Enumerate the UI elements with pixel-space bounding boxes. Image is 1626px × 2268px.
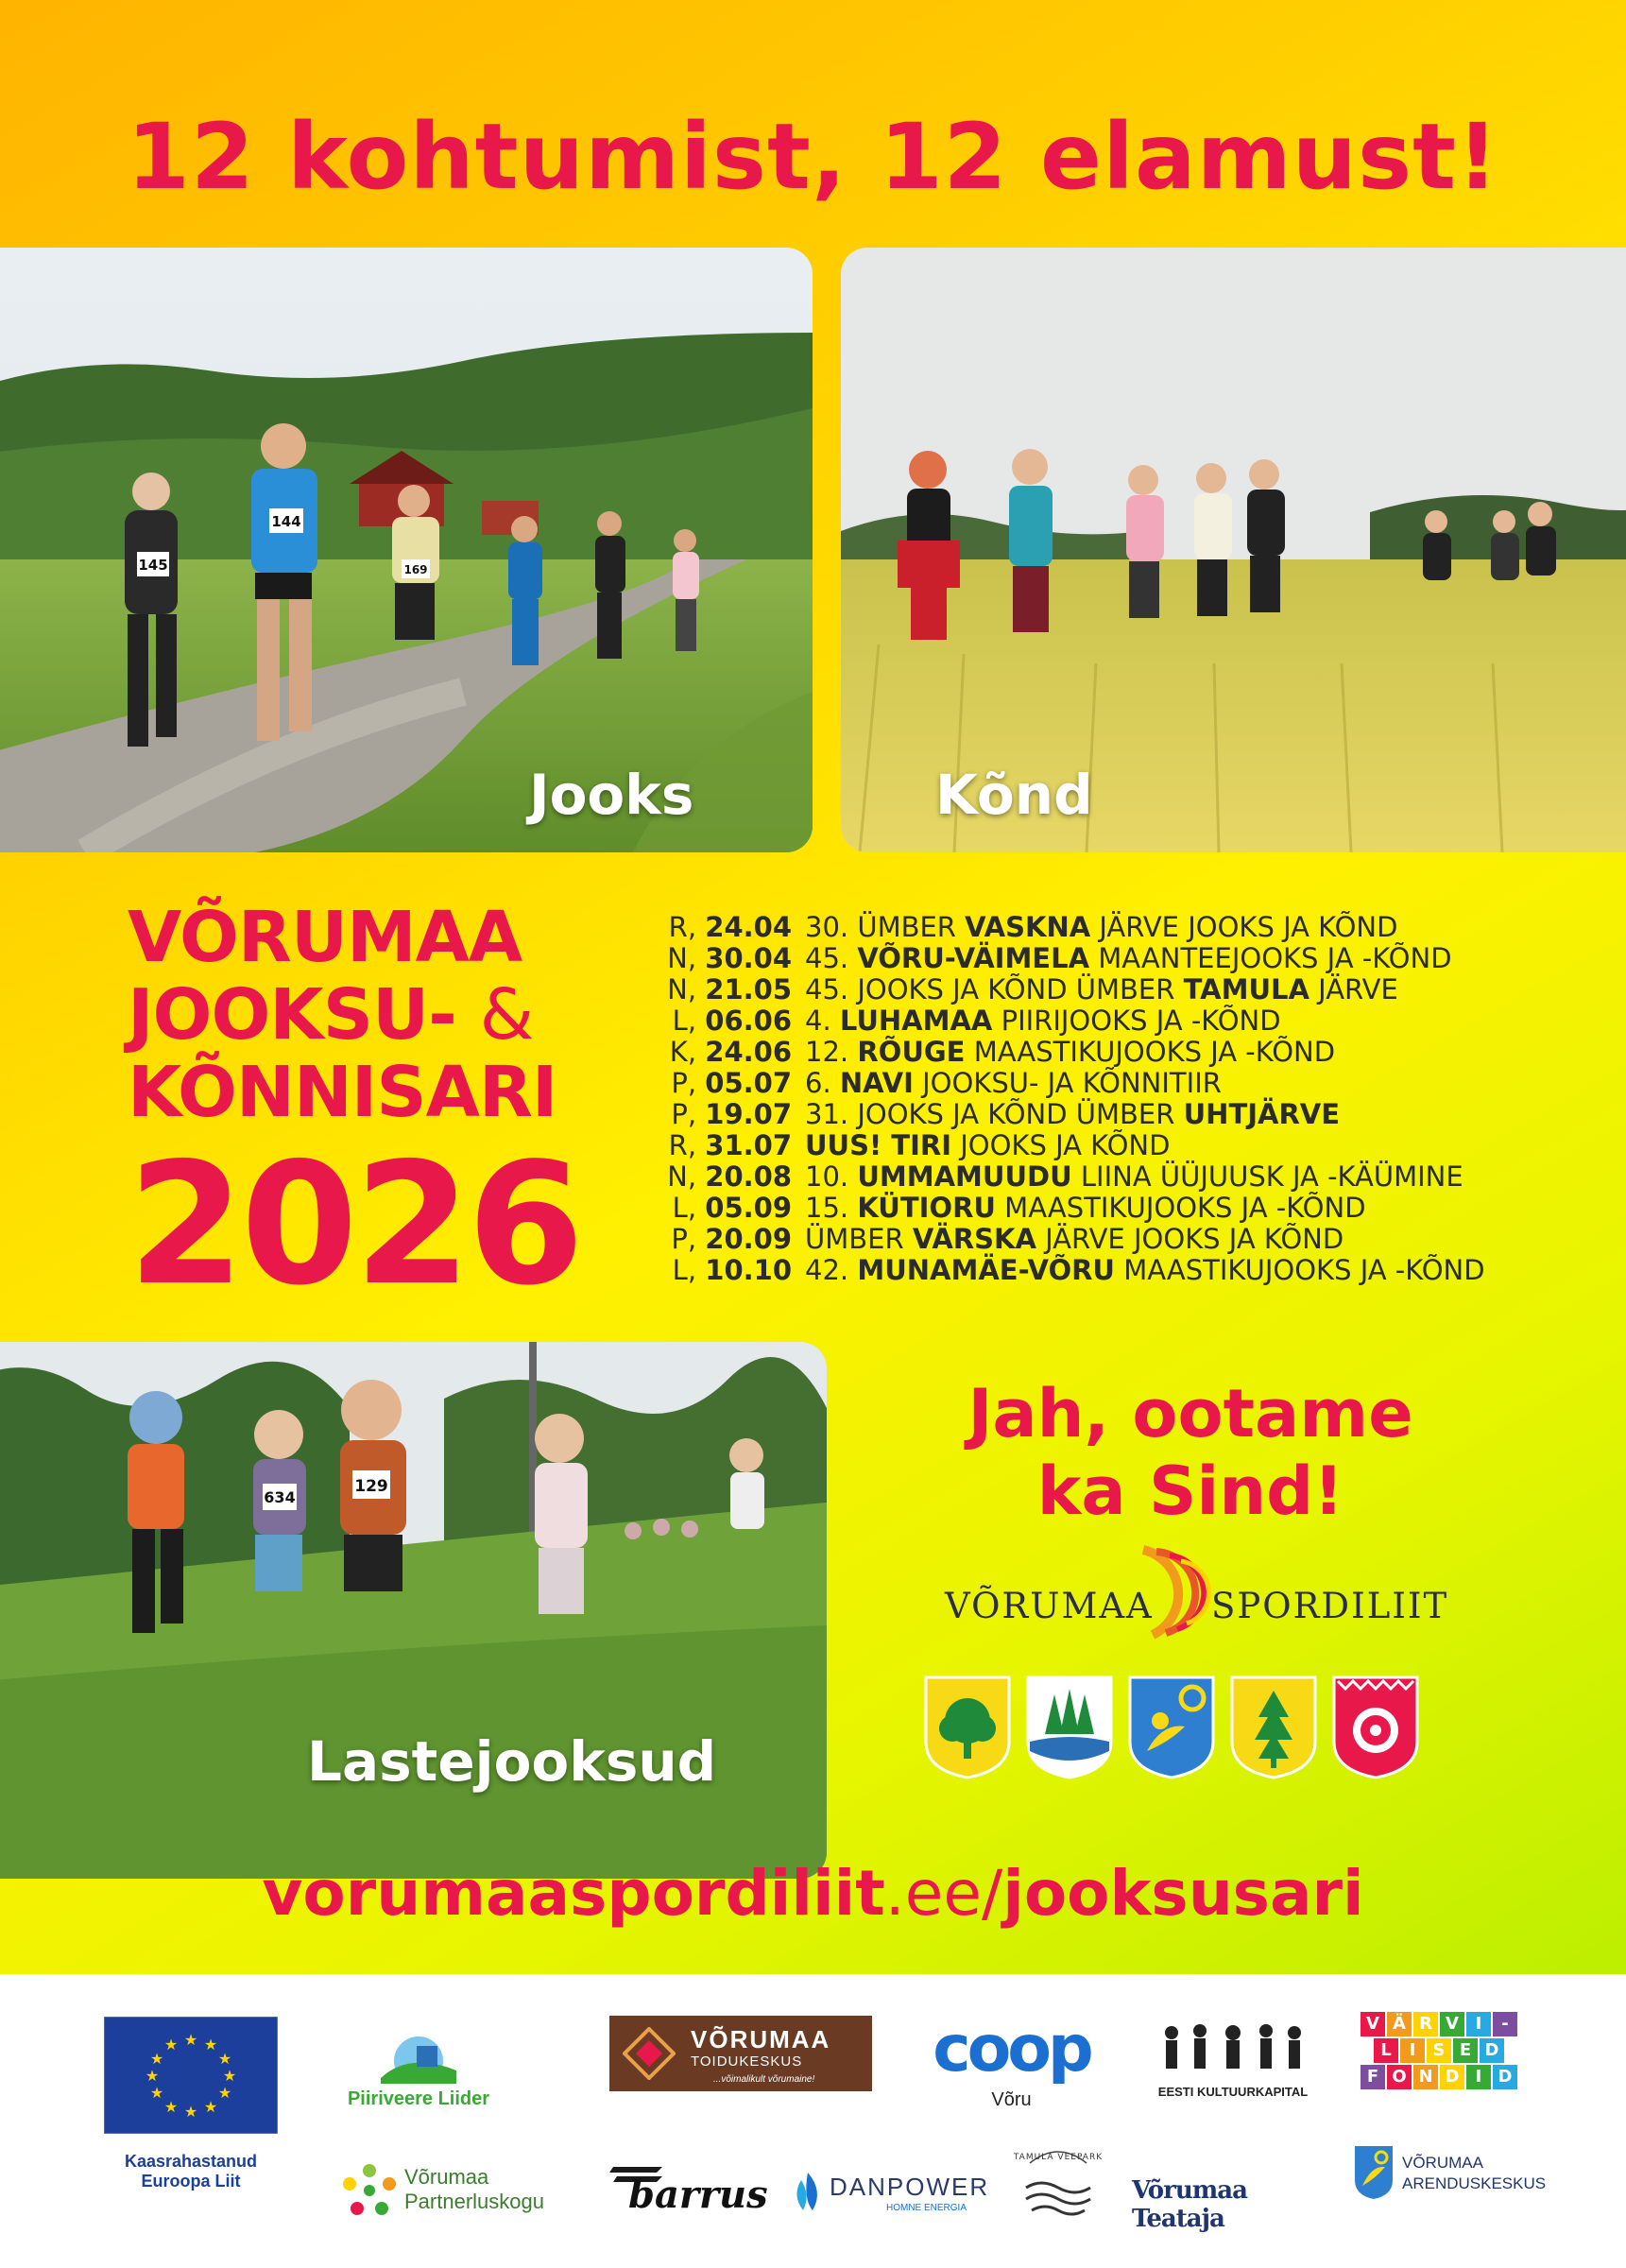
website-url[interactable]: [0, 1857, 1626, 1930]
svg-text:★: ★: [203, 2098, 218, 2116]
url-part3: jooksusari: [1002, 1857, 1364, 1930]
varvilised-letter: D: [1480, 2038, 1504, 2063]
call-to-action: [907, 1375, 1474, 1530]
coop-sub: Võru: [991, 2089, 1032, 2110]
headline: 12 kohtumist, 12 elamust!: [127, 104, 1499, 210]
svg-text:★: ★: [149, 2050, 164, 2068]
varvilised-line: [1359, 2038, 1519, 2063]
event-title: [805, 1223, 1344, 1255]
event-title: [805, 1067, 1222, 1099]
eu-logo: [104, 2017, 278, 2191]
piiriveere-label: Piiriveere Liider: [347, 2088, 490, 2109]
svg-text:★: ★: [183, 2031, 198, 2049]
teataja-logo: [1132, 2176, 1321, 2233]
varvilised-letter: -: [1493, 2012, 1517, 2036]
eu-line2: Euroopa Liit: [141, 2172, 241, 2191]
fir-tree-crest-icon: [1230, 1675, 1317, 1779]
event-weekday: N,: [667, 972, 697, 1005]
event-date-value: 21.05: [705, 972, 792, 1005]
varvilised-letter: D: [1440, 2065, 1464, 2089]
event-title-place: MUNAMÄE-VÕRU: [857, 1253, 1115, 1286]
event-title-pre: 45.: [805, 941, 858, 974]
event-weekday: P,: [671, 1066, 697, 1099]
arenduskeskus-crest-icon: [1353, 2144, 1395, 2201]
event-title-place: VÕRU-VÄIMELA: [857, 941, 1090, 974]
schedule-row: [661, 1129, 1485, 1160]
photo-walk-image: [841, 248, 1626, 852]
event-title: [805, 1036, 1335, 1068]
event-date: [661, 1223, 805, 1255]
event-title-place: VÄRSKA: [912, 1222, 1036, 1255]
event-title-post: PIIRIJOOKS JA -KÕND: [992, 1004, 1281, 1037]
series-title-line1: VÕRUMAA: [128, 897, 522, 978]
bib-text: 145: [138, 557, 168, 574]
event-title-pre: ÜMBER: [805, 1222, 913, 1255]
schedule-row: [661, 1067, 1485, 1098]
oak-leaf-crest-icon: [1128, 1675, 1215, 1779]
danpower-sub: HOMNE ENERGIA: [886, 2203, 967, 2213]
coop-logo: [910, 2014, 1113, 2111]
coop-wordmark: coop: [933, 2012, 1090, 2087]
event-title-post: JOOKS JA KÕND: [951, 1128, 1171, 1161]
event-title-pre: 30. ÜMBER: [805, 910, 966, 943]
kultuurkapital-figures-icon: [1153, 2021, 1313, 2078]
event-title: [805, 973, 1398, 1005]
event-title-place: UHTJÄRVE: [1183, 1097, 1341, 1130]
svg-text:★: ★: [203, 2036, 218, 2053]
event-date: [661, 1098, 805, 1130]
spordiliit-logo-right: SPORDILIIT: [1211, 1586, 1449, 1626]
varvilised-line: [1359, 2065, 1519, 2089]
event-title-place: KÜTIORU: [857, 1191, 996, 1224]
svg-text:★: ★: [222, 2067, 237, 2085]
toidukeskus-line1: VÕRUMAA: [691, 2025, 831, 2053]
event-weekday: R,: [668, 1128, 697, 1161]
event-title-place: RÕUGE: [857, 1035, 966, 1068]
schedule-row: [661, 1036, 1485, 1067]
event-title-place: UUS! TIRI: [805, 1128, 951, 1161]
svg-text:★: ★: [145, 2067, 160, 2085]
event-title: [805, 1005, 1281, 1037]
svg-text:★: ★: [149, 2084, 164, 2102]
event-title-post: MAASTIKUJOOKS JA -KÕND: [995, 1191, 1366, 1224]
toidukeskus-line2: TOIDUKESKUS: [691, 2053, 803, 2070]
event-date-value: 10.10: [705, 1253, 792, 1286]
event-date-value: 20.09: [705, 1222, 792, 1255]
event-title: [805, 1129, 1170, 1161]
eu-line1: Kaasrahastanud: [124, 2152, 258, 2171]
svg-text:★: ★: [217, 2084, 232, 2102]
varvilised-letter: I: [1466, 2065, 1491, 2089]
event-title: [805, 1160, 1463, 1193]
schedule-row: [661, 942, 1485, 973]
varvilised-letter: L: [1374, 2038, 1398, 2063]
event-title-pre: 42.: [805, 1253, 858, 1286]
event-title-place: NAVI: [839, 1066, 914, 1099]
event-date: [661, 1005, 805, 1037]
series-year: 2026: [128, 1126, 581, 1322]
series-title-amp: &: [479, 974, 534, 1056]
eu-flag-icon: [104, 2017, 278, 2134]
varvilised-letter: R: [1413, 2012, 1438, 2036]
event-weekday: K,: [669, 1035, 697, 1068]
event-weekday: N,: [667, 1160, 697, 1193]
event-date: [661, 1036, 805, 1068]
sponsor-footer: [0, 1974, 1626, 2268]
varvilised-grid: [1359, 2012, 1519, 2089]
event-title-post: JOOKSU- JA KÕNNITIIR: [913, 1066, 1222, 1099]
forest-water-crest-icon: [1026, 1675, 1113, 1779]
tamula-waves-icon: [1009, 2131, 1107, 2237]
url-part2: .ee/: [884, 1857, 1003, 1930]
svg-text:★: ★: [183, 2103, 198, 2121]
event-date: [661, 911, 805, 943]
photo-kids-label: Lastejooksud: [307, 1729, 717, 1794]
cta-line2: ka Sind!: [1036, 1452, 1344, 1530]
photo-walk-label: Kõnd: [935, 763, 1093, 827]
varvilised-letter: N: [1413, 2065, 1438, 2089]
schedule-row: [661, 911, 1485, 942]
bib-text: 144: [271, 513, 301, 530]
series-title: [128, 897, 600, 1322]
event-title-pre: 45. JOOKS JA KÕND ÜMBER: [805, 972, 1184, 1005]
varvilised-letter: E: [1453, 2038, 1478, 2063]
varvilised-letter: O: [1387, 2065, 1412, 2089]
schedule-row: [661, 1192, 1485, 1223]
event-title-pre: 31. JOOKS JA KÕND ÜMBER: [805, 1097, 1184, 1130]
barrus-logo: [609, 2163, 770, 2220]
url-part1: vorumaaspordiliit: [262, 1857, 885, 1930]
event-date-value: 30.04: [705, 941, 792, 974]
event-date-value: 24.06: [705, 1035, 792, 1068]
barrus-wordmark: barrus: [628, 2173, 768, 2217]
danpower-flame-icon: [792, 2171, 824, 2212]
event-title-place: UMMAMUUDU: [857, 1160, 1072, 1193]
event-weekday: R,: [668, 910, 697, 943]
arenduskeskus-line2: ARENDUSKESKUS: [1402, 2174, 1547, 2192]
arenduskeskus-logo: [1353, 2144, 1547, 2210]
varvilised-letter: I: [1400, 2038, 1425, 2063]
event-title-post: JÄRVE JOOKS JA KÕND: [1090, 910, 1398, 943]
event-title-post: JÄRVE JOOKS JA KÕND: [1036, 1222, 1344, 1255]
photo-kids: [0, 1342, 827, 1879]
schedule-row: [661, 973, 1485, 1005]
schedule-row: [661, 1223, 1485, 1254]
photo-walk: [841, 248, 1626, 852]
event-title: [805, 1098, 1340, 1130]
event-date: [661, 1192, 805, 1224]
event-title-pre: 10.: [805, 1160, 858, 1193]
event-title-pre: 6.: [805, 1066, 840, 1099]
series-title-line3: KÕNNISARI: [128, 1052, 557, 1133]
event-title: [805, 942, 1452, 974]
bib-text: 129: [354, 1477, 388, 1496]
event-title-pre: 15.: [805, 1191, 858, 1224]
varvilised-letter: F: [1361, 2065, 1385, 2089]
schedule-row: [661, 1254, 1485, 1285]
partnerluskogu-logo: [342, 2159, 569, 2225]
spordiliit-swoosh-icon: [1115, 1540, 1219, 1644]
event-title-post: MAANTEEJOOKS JA -KÕND: [1089, 941, 1452, 974]
schedule-row: [661, 1005, 1485, 1036]
event-date: [661, 1129, 805, 1161]
oak-tree-crest-icon: [924, 1675, 1011, 1779]
event-date-value: 19.07: [705, 1097, 792, 1130]
event-date: [661, 973, 805, 1005]
event-date-value: 05.07: [705, 1066, 792, 1099]
event-title: [805, 1192, 1366, 1224]
arenduskeskus-line1: VÕRUMAA: [1402, 2154, 1483, 2172]
event-title-place: VASKNA: [965, 910, 1091, 943]
bib-text: 169: [403, 563, 428, 576]
kultuurkapital-label: EESTI KULTUURKAPITAL: [1157, 2085, 1309, 2099]
event-date-value: 20.08: [705, 1160, 792, 1193]
event-title: [805, 911, 1397, 943]
partnerluskogu-dots-icon: [342, 2163, 397, 2218]
event-weekday: L,: [672, 1004, 697, 1037]
partnerluskogu-line2: Partnerluskogu: [404, 2190, 544, 2213]
piiriveere-landscape-icon: [371, 2023, 466, 2084]
toidukeskus-tagline: ...võimalikult võrumaine!: [713, 2074, 815, 2085]
event-title-pre: 4.: [805, 1004, 840, 1037]
event-schedule: [661, 911, 1485, 1285]
event-weekday: L,: [672, 1191, 697, 1224]
tamula-logo: [1009, 2131, 1107, 2237]
varvilised-letter: Ä: [1387, 2012, 1412, 2036]
varvilised-letter: V: [1361, 2012, 1385, 2036]
danpower-logo: [792, 2167, 990, 2224]
tamula-label: TAMULA VEEPARK: [1013, 2153, 1104, 2162]
event-date: [661, 1067, 805, 1099]
danpower-wordmark: DANPOWER: [830, 2173, 990, 2201]
schedule-row: [661, 1160, 1485, 1192]
varvilised-letter: V: [1440, 2012, 1464, 2036]
bib-text: 634: [264, 1488, 296, 1506]
event-title-pre: 12.: [805, 1035, 858, 1068]
event-date: [661, 942, 805, 974]
event-date-value: 31.07: [705, 1128, 792, 1161]
event-title: [805, 1254, 1485, 1286]
svg-text:★: ★: [163, 2036, 179, 2053]
cta-line1: Jah, ootame: [967, 1375, 1413, 1452]
varvilised-letter: I: [1466, 2012, 1491, 2036]
varvilised-letter: D: [1493, 2065, 1517, 2089]
varvilised-fondid-logo: [1359, 2012, 1519, 2091]
svg-text:★: ★: [163, 2098, 179, 2116]
event-title-post: MAASTIKUJOOKS JA -KÕND: [965, 1035, 1336, 1068]
toidukeskus-pattern-icon: [623, 2027, 676, 2080]
photo-kids-image: [0, 1342, 827, 1879]
svg-text:★: ★: [217, 2050, 232, 2068]
photo-run-label: Jooks: [529, 763, 694, 827]
schedule-row: [661, 1098, 1485, 1129]
event-title-place: LUHAMAA: [839, 1004, 993, 1037]
event-title-post: LIINA ÜÜJUUSK JA -KÄÜMINE: [1071, 1160, 1463, 1193]
series-title-line2: [128, 974, 600, 1057]
event-date-value: 24.04: [705, 910, 792, 943]
toidukeskus-logo: [609, 2016, 872, 2091]
photo-run: [0, 248, 813, 852]
municipality-crests: [924, 1675, 1419, 1779]
event-title-place: TAMULA: [1183, 972, 1309, 1005]
event-date: [661, 1160, 805, 1193]
varvilised-letter: S: [1427, 2038, 1451, 2063]
event-title-post: JÄRVE: [1309, 972, 1398, 1005]
spordiliit-logo: [945, 1540, 1449, 1654]
event-weekday: P,: [671, 1097, 697, 1130]
photo-run-image: [0, 248, 813, 852]
spordiliit-logo-left: VÕRUMAA: [945, 1586, 1154, 1626]
event-weekday: L,: [672, 1253, 697, 1286]
event-title-post: MAASTIKUJOOKS JA -KÕND: [1114, 1253, 1485, 1286]
event-weekday: N,: [667, 941, 697, 974]
kultuurkapital-logo: [1143, 2021, 1323, 2099]
teataja-wordmark: Võrumaa Teataja: [1132, 2176, 1247, 2233]
varvilised-line: [1359, 2012, 1519, 2036]
event-date-value: 06.06: [705, 1004, 792, 1037]
series-title-jooksu: JOOKSU-: [128, 974, 456, 1056]
event-date-value: 05.09: [705, 1191, 792, 1224]
wheel-crest-icon: [1332, 1675, 1419, 1779]
event-date: [661, 1254, 805, 1286]
event-weekday: P,: [671, 1222, 697, 1255]
partnerluskogu-line1: Võrumaa: [404, 2165, 489, 2189]
piiriveere-logo: [338, 2023, 499, 2110]
